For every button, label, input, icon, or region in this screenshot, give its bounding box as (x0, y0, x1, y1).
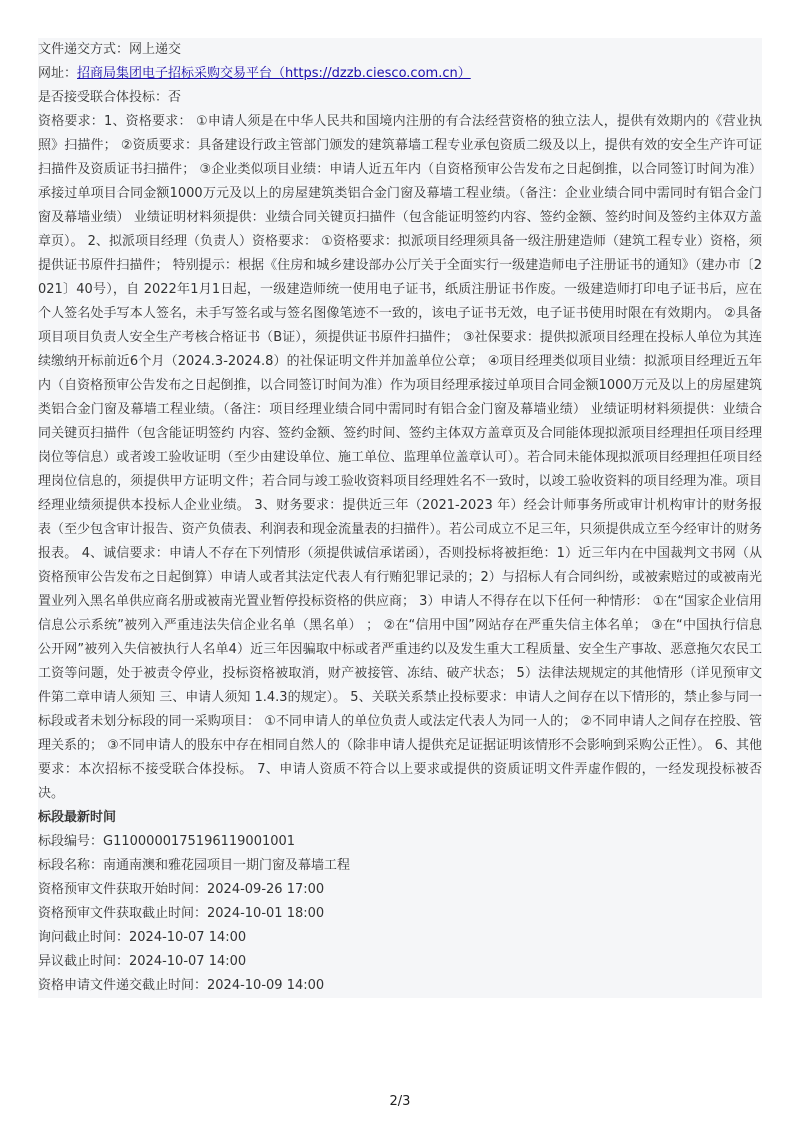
section-title: 标段最新时间 (38, 810, 117, 825)
section-row (38, 926, 762, 950)
submission-method-label: 文件递交方式： (38, 42, 130, 57)
url-row (38, 62, 762, 86)
row-value: 2024-10-09 14:00 (207, 978, 325, 993)
section-row (38, 878, 762, 902)
row-label: 异议截止时间： (38, 954, 130, 969)
row-label: 资格预审文件获取截止时间： (38, 906, 208, 921)
qualification-requirements: 资格要求：1、资格要求： ①申请人须是在中华人民共和国境内注册的有合法经营资格的独立法人，提供有效期内的《营业执照》扫描件； ②资质要求：具备建设行政主管部门颁发的建筑幕墙工程专业承包资质二级及以上，提供有效的安全生产许可证扫描件及资质证书扫描件； ③企业类似项目业绩：申请人近五年内（自资格预审公告发布之日起倒推，以合同签订时间为准）承接过单项目合同金额1000万元及以上的房屋建筑类铝合金门窗及幕墙工程业绩。（备注：企业业绩合同中需同时有铝合金门窗及幕墙业绩） 业绩证明材料须提供：业绩合同关键页扫描件（包含能证明签约内容、签约金额、签约时间及签约主体双方盖章页）。 2、拟派项目经理（负责人）资格要求： ①资格要求：拟派项目经理须具备一级注册建造师（建筑工程专业）资格，须提供证书原件扫描件； 特别提示：根据《住房和城乡建设部办公厅关于全面实行一级建造师电子注册证书的通知》（建办市〔2021〕40号），自 2022年1月1日起，一级建造师统一使用电子证书，纸质注册证书作废。一级建造师打印电子证书后，应在个人签名处手写本人签名，未手写签名或与签名图像笔迹不一致的，该电子证书无效，电子证书使用时限在有效期内。 ②具备项目项目负责人安全生产考核合格证书（B证），须提供证书原件扫描件； ③社保要求：提供拟派项目经理在投标人单位为其连续缴纳开标前近6个月（2024.3-2024.8）的社保证明文件并加盖单位公章； ④项目经理类似项目业绩：拟派项目经理近五年内（自资格预审公告发布之日起倒推，以合同签订时间为准）作为项目经理承接过单项目合同金额1000万元及以上的房屋建筑类铝合金门窗及幕墙工程业绩。（备注：项目经理业绩合同中需同时有铝合金门窗及幕墙业绩） 业绩证明材料须提供：业绩合同关键页扫描件（包含能证明签约 内容、签约金额、签约时间、签约主体双方盖章页及合同能体现拟派项目经理担任项目经理岗位等信息）或者竣工验收证明（至少由建设单位、施工单位、监理单位盖章认可）。若合同未能体现拟派项目经理担任项目经理岗位信息的，须提供甲方证明文件；若合同与竣工验收资料项目经理姓名不一致时，以竣工验收资料的项目经理为准。项目经理业绩须提供本投标人企业业绩。 3、财务要求：提供近三年（2021-2023 年）经会计师事务所或审计机构审计的财务报表（至少包含审计报告、资产负债表、利润表和现金流量表的扫描件）。若公司成立不足三年，只须提供成立至今经审计的财务报表。 4、诚信要求：申请人不存在下列情形（须提供诚信承诺函），否则投标将被拒绝：1）近三年内在中国裁判文书网（从资格预审公告发布之日起倒算）申请人或者其法定代表人有行贿犯罪记录的；2）与招标人有合同纠纷，或被索赔过的或被南光置业列入黑名单供应商名册或被南光置业暂停投标资格的供应商； 3）申请人不得存在以下任何一种情形： ①在“国家企业信用信息公示系统”被列入严重违法失信企业名单（黑名单） ； ②在“信用中国”网站存在严重失信主体名单； ③在“中国执行信息公开网”被列入失信被执行人名单4）近三年因骗取中标或者严重违约以及发生重大工程质量、安全生产事故、恶意拖欠农民工工资等问题，处于被责令停业，投标资格被取消，财产被接管、冻结、破产状态； 5）法律法规规定的其他情形（详见预审文件第二章申请人须知 三、申请人须知 1.4.3的规定）。 5、关联关系禁止投标要求：申请人之间存在以下情形的，禁止参与同一标段或者未划分标段的同一采购项目： ①不同申请人的单位负责人或法定代表人为同一人的； ②不同申请人之间存在控股、管理关系的； ③不同申请人的股东中存在相同自然人的（除非申请人提供充足证据证明该情形不会影响到采购公正性）。 6、其他要求：本次招标不接受联合体投标。 7、申请人资质不符合以上要求或提供的资质证明文件弄虚作假的，一经发现投标被否决。 (38, 114, 762, 801)
row-value: 2024-10-07 14:00 (129, 930, 247, 945)
page-number: 2/3 (389, 1094, 411, 1109)
row-value: 2024-10-01 18:00 (207, 906, 325, 921)
row-value: 2024-09-26 17:00 (207, 882, 325, 897)
consortium-label: 是否接受联合体投标： (38, 90, 169, 105)
row-label: 资格预审文件获取开始时间： (38, 882, 208, 897)
row-value: 2024-10-07 14:00 (129, 954, 247, 969)
section-row (38, 854, 762, 878)
consortium-row (38, 86, 762, 110)
row-label: 询问截止时间： (38, 930, 130, 945)
platform-link[interactable]: 招商局集团电子招标采购交易平台（https://dzzb.ciesco.com.cn） (77, 66, 471, 81)
row-label: 资格申请文件递交截止时间： (38, 978, 208, 993)
row-value: 南通南澳和雅花园项目一期门窗及幕墙工程 (103, 858, 351, 873)
section-row (38, 974, 762, 998)
submission-method-value: 网上递交 (129, 42, 182, 57)
section-row (38, 950, 762, 974)
section-row (38, 902, 762, 926)
row-label: 标段名称： (38, 858, 104, 873)
submission-method-row (38, 38, 762, 62)
row-label: 标段编号： (38, 834, 104, 849)
section-row (38, 830, 762, 854)
row-value: G1100000175196119001001 (103, 834, 296, 849)
consortium-value: 否 (168, 90, 182, 105)
url-label: 网址： (38, 66, 78, 81)
document-body (38, 38, 762, 998)
